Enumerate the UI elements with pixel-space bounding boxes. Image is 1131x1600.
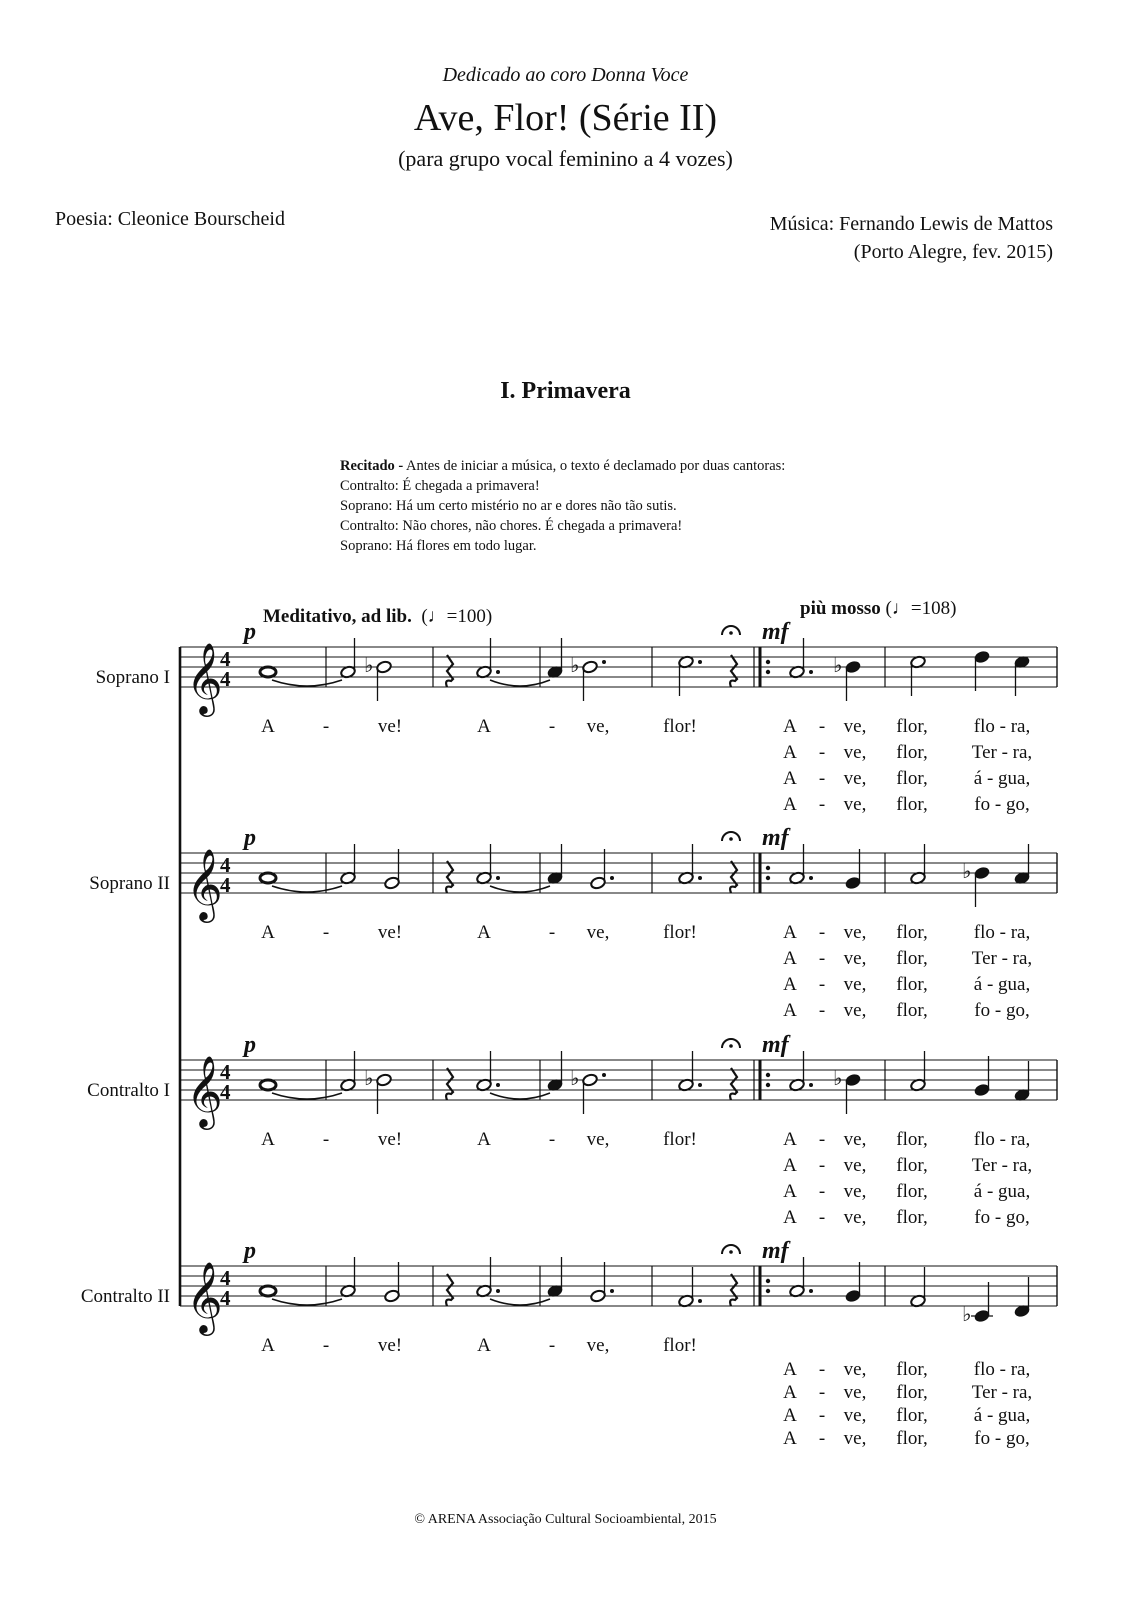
half-note xyxy=(582,1073,598,1087)
lyric-syllable: ve! xyxy=(377,1335,403,1356)
whole-note xyxy=(260,873,276,883)
repeat-dot xyxy=(766,876,770,880)
lyric-verse-syllable: flor, xyxy=(896,794,928,815)
lyric-verse-syllable: ve, xyxy=(843,1359,867,1380)
tie xyxy=(272,680,342,686)
lyric-verse-syllable: Ter - ra, xyxy=(971,742,1033,763)
lyric-verse-syllable: ve, xyxy=(843,1129,867,1150)
lyric-verse-syllable: á - gua, xyxy=(973,974,1031,995)
composer-name: Música: Fernando Lewis de Mattos xyxy=(769,213,1053,235)
treble-clef-icon: 𝄞 xyxy=(186,851,223,919)
lyric-verse-syllable: ve, xyxy=(843,974,867,995)
augmentation-dot xyxy=(496,670,500,674)
lyric-syllable: ve, xyxy=(586,716,610,737)
time-signature-bottom: 4 xyxy=(220,667,231,691)
flat-sign-icon: ♭ xyxy=(962,1304,972,1326)
flat-sign-icon: ♭ xyxy=(570,1068,580,1090)
time-signature-top: 4 xyxy=(220,647,231,671)
augmentation-dot xyxy=(496,1083,500,1087)
lyric-verse-syllable: ve, xyxy=(843,716,867,737)
recitado-line: Soprano: Há um certo mistério no ar e dores não tão sutis. xyxy=(340,498,677,514)
poet-credit: Poesia: Cleonice Bourscheid xyxy=(55,208,285,230)
quarter-note xyxy=(845,876,861,890)
score-title: Ave, Flor! (Série II) xyxy=(413,97,718,139)
lyric-verse-syllable: flor, xyxy=(896,1129,928,1150)
lyric-verse-syllable: - xyxy=(818,922,826,943)
flat-sign-icon: ♭ xyxy=(570,655,580,677)
repeat-dot xyxy=(766,1073,770,1077)
dynamic-marking-p: p xyxy=(244,1238,256,1264)
staff-label-soprano-2: Soprano II xyxy=(89,873,170,894)
augmentation-dot xyxy=(610,876,614,880)
lyric-verse-syllable: - xyxy=(818,1207,826,1228)
lyric-syllable: ve, xyxy=(586,922,610,943)
repeat-dot xyxy=(766,1279,770,1283)
lyric-syllable: A xyxy=(261,922,275,943)
lyric-syllable: A xyxy=(477,922,491,943)
dynamic-marking-mf: mf xyxy=(762,825,789,851)
repeat-dot xyxy=(766,660,770,664)
quarter-note xyxy=(974,650,990,664)
copyright: © ARENA Associação Cultural Socioambiental, 2015 xyxy=(414,1512,717,1527)
augmentation-dot xyxy=(809,1083,813,1087)
lyric-syllable: A xyxy=(477,1129,491,1150)
half-note xyxy=(384,876,400,890)
time-signature-bottom: 4 xyxy=(220,873,231,897)
augmentation-dot xyxy=(698,1299,702,1303)
tie xyxy=(272,886,342,892)
lyric-verse-syllable: flor, xyxy=(896,948,928,969)
lyric-syllable: - xyxy=(548,1129,556,1150)
lyric-verse-syllable: flo - ra, xyxy=(973,922,1031,943)
lyric-verse-syllable: A xyxy=(783,768,797,789)
time-signature-top: 4 xyxy=(220,1060,231,1084)
lyric-verse-syllable: - xyxy=(818,974,826,995)
lyric-syllable: flor! xyxy=(663,1335,697,1356)
flat-sign-icon: ♭ xyxy=(833,655,843,677)
whole-note xyxy=(260,1286,276,1296)
lyric-verse-syllable: A xyxy=(783,974,797,995)
lyric-syllable: - xyxy=(322,1335,330,1356)
augmentation-dot xyxy=(698,1083,702,1087)
fermata-dot xyxy=(729,1250,733,1254)
flat-sign-icon: ♭ xyxy=(364,655,374,677)
dynamic-marking-mf: mf xyxy=(762,1238,789,1264)
lyric-syllable: - xyxy=(322,922,330,943)
lyric-syllable: A xyxy=(477,1335,491,1356)
lyric-syllable: ve, xyxy=(586,1335,610,1356)
lyric-verse-syllable: ve, xyxy=(843,1000,867,1021)
lyric-syllable: A xyxy=(261,1335,275,1356)
lyric-syllable: ve, xyxy=(586,1129,610,1150)
lyric-verse-syllable: - xyxy=(818,948,826,969)
tempo-text: Meditativo, ad lib. xyxy=(263,606,412,627)
lyric-verse-syllable: A xyxy=(783,742,797,763)
tie xyxy=(490,886,550,892)
tie xyxy=(272,1093,342,1099)
lyric-syllable: ve! xyxy=(377,716,403,737)
lyric-verse-syllable: ve, xyxy=(843,1155,867,1176)
repeat-dot xyxy=(766,670,770,674)
lyric-verse-syllable: - xyxy=(818,794,826,815)
quarter-rest-icon xyxy=(446,1068,453,1100)
lyric-syllable: A xyxy=(477,716,491,737)
half-note xyxy=(590,876,606,890)
augmentation-dot xyxy=(809,876,813,880)
lyric-verse-syllable: A xyxy=(783,1382,797,1403)
lyric-verse-syllable: - xyxy=(818,742,826,763)
score-subtitle: (para grupo vocal feminino a 4 vozes) xyxy=(398,146,733,171)
quarter-note xyxy=(845,1073,861,1087)
half-note xyxy=(376,1073,392,1087)
lyric-verse-syllable: flor, xyxy=(896,716,928,737)
flat-sign-icon: ♭ xyxy=(833,1068,843,1090)
lyric-syllable: - xyxy=(548,1335,556,1356)
lyric-verse-syllable: ve, xyxy=(843,794,867,815)
lyric-verse-syllable: flor, xyxy=(896,974,928,995)
staff-label-contralto-1: Contralto I xyxy=(87,1080,170,1101)
tie xyxy=(490,1093,550,1099)
lyric-syllable: - xyxy=(322,716,330,737)
quarter-rest-icon xyxy=(730,655,737,687)
lyric-verse-syllable: A xyxy=(783,1405,797,1426)
dynamic-marking-p: p xyxy=(244,1032,256,1058)
quarter-note xyxy=(974,866,990,880)
lyric-verse-syllable: fo - go, xyxy=(974,794,1030,815)
tie xyxy=(490,1299,550,1305)
lyric-verse-syllable: - xyxy=(818,1181,826,1202)
quarter-note xyxy=(974,1083,990,1097)
lyric-verse-syllable: flor, xyxy=(896,742,928,763)
treble-clef-icon: 𝄞 xyxy=(186,645,223,713)
lyric-verse-syllable: á - gua, xyxy=(973,768,1031,789)
flat-sign-icon: ♭ xyxy=(962,861,972,883)
lyric-verse-syllable: A xyxy=(783,1207,797,1228)
lyric-verse-syllable: - xyxy=(818,1129,826,1150)
dynamic-marking-mf: mf xyxy=(762,619,789,645)
lyric-syllable: ve! xyxy=(377,1129,403,1150)
fermata-dot xyxy=(729,837,733,841)
lyric-verse-syllable: A xyxy=(783,1428,797,1449)
quarter-rest-icon xyxy=(730,1068,737,1100)
lyric-verse-syllable: ve, xyxy=(843,1428,867,1449)
quarter-rest-icon xyxy=(446,1274,453,1306)
lyric-verse-syllable: flo - ra, xyxy=(973,1359,1031,1380)
treble-clef-icon: 𝄞 xyxy=(186,1058,223,1126)
lyric-verse-syllable: A xyxy=(783,1359,797,1380)
time-signature-bottom: 4 xyxy=(220,1286,231,1310)
half-note xyxy=(384,1289,400,1303)
lyric-verse-syllable: A xyxy=(783,794,797,815)
lyric-verse-syllable: ve, xyxy=(843,1181,867,1202)
recitado-line: Contralto: É chegada a primavera! xyxy=(340,478,540,494)
lyric-verse-syllable: flor, xyxy=(896,1207,928,1228)
lyric-verse-syllable: flor, xyxy=(896,1181,928,1202)
augmentation-dot xyxy=(698,660,702,664)
repeat-dot xyxy=(766,866,770,870)
lyric-syllable: - xyxy=(548,922,556,943)
lyric-verse-syllable: A xyxy=(783,1155,797,1176)
recitado-line: Soprano: Há flores em todo lugar. xyxy=(340,538,537,554)
lyric-syllable: - xyxy=(322,1129,330,1150)
whole-note xyxy=(260,667,276,677)
quarter-rest-icon xyxy=(446,861,453,893)
lyric-verse-syllable: ve, xyxy=(843,1207,867,1228)
tempo-text: più mosso xyxy=(800,598,881,619)
lyric-verse-syllable: A xyxy=(783,948,797,969)
fermata-dot xyxy=(729,1044,733,1048)
lyric-verse-syllable: flor, xyxy=(896,1428,928,1449)
quarter-rest-icon xyxy=(730,1274,737,1306)
augmentation-dot xyxy=(610,1289,614,1293)
quarter-rest-icon xyxy=(446,655,453,687)
repeat-dot xyxy=(766,1289,770,1293)
augmentation-dot xyxy=(602,1073,606,1077)
augmentation-dot xyxy=(496,1289,500,1293)
quarter-note xyxy=(845,660,861,674)
composer-note: (Porto Alegre, fev. 2015) xyxy=(853,241,1053,263)
lyric-verse-syllable: A xyxy=(783,1000,797,1021)
time-signature-bottom: 4 xyxy=(220,1080,231,1104)
dedication: Dedicado ao coro Donna Voce xyxy=(442,64,689,86)
lyric-verse-syllable: flor, xyxy=(896,1359,928,1380)
lyric-verse-syllable: ve, xyxy=(843,922,867,943)
tie xyxy=(272,1299,342,1305)
lyric-verse-syllable: flo - ra, xyxy=(973,716,1031,737)
lyric-verse-syllable: ve, xyxy=(843,1382,867,1403)
augmentation-dot xyxy=(809,670,813,674)
recitado-intro: Antes de iniciar a música, o texto é declamado por duas cantoras: xyxy=(406,458,786,474)
augmentation-dot xyxy=(496,876,500,880)
lyric-verse-syllable: - xyxy=(818,716,826,737)
fermata-dot xyxy=(729,631,733,635)
quarter-rest-icon xyxy=(730,861,737,893)
quarter-note xyxy=(845,1289,861,1303)
lyric-syllable: A xyxy=(261,716,275,737)
quarter-note xyxy=(974,1309,990,1323)
movement-title: I. Primavera xyxy=(500,378,631,404)
flat-sign-icon: ♭ xyxy=(364,1068,374,1090)
dynamic-marking-p: p xyxy=(244,825,256,851)
lyric-verse-syllable: flor, xyxy=(896,922,928,943)
lyric-verse-syllable: - xyxy=(818,1405,826,1426)
staff-label-contralto-2: Contralto II xyxy=(80,1286,170,1307)
lyric-verse-syllable: flor, xyxy=(896,1000,928,1021)
lyric-verse-syllable: fo - go, xyxy=(974,1428,1030,1449)
lyric-verse-syllable: A xyxy=(783,922,797,943)
lyric-verse-syllable: - xyxy=(818,768,826,789)
metronome-mark: (♩=108) xyxy=(885,598,957,619)
augmentation-dot xyxy=(809,1289,813,1293)
lyric-verse-syllable: ve, xyxy=(843,768,867,789)
lyric-verse-syllable: - xyxy=(818,1359,826,1380)
lyric-verse-syllable: á - gua, xyxy=(973,1405,1031,1426)
dynamic-marking-mf: mf xyxy=(762,1032,789,1058)
recitado-label: Recitado - xyxy=(340,458,404,474)
lyric-verse-syllable: ve, xyxy=(843,948,867,969)
lyric-verse-syllable: fo - go, xyxy=(974,1000,1030,1021)
lyric-verse-syllable: flo - ra, xyxy=(973,1129,1031,1150)
lyric-verse-syllable: flor, xyxy=(896,1155,928,1176)
lyric-syllable: ve! xyxy=(377,922,403,943)
staff-label-soprano-1: Soprano I xyxy=(95,667,170,688)
lyric-verse-syllable: ve, xyxy=(843,742,867,763)
repeat-dot xyxy=(766,1083,770,1087)
half-note xyxy=(376,660,392,674)
lyric-verse-syllable: - xyxy=(818,1382,826,1403)
treble-clef-icon: 𝄞 xyxy=(186,1264,223,1332)
dynamic-marking-p: p xyxy=(244,619,256,645)
lyric-verse-syllable: flor, xyxy=(896,1405,928,1426)
tie xyxy=(490,680,550,686)
lyric-verse-syllable: A xyxy=(783,1129,797,1150)
time-signature-top: 4 xyxy=(220,1266,231,1290)
lyric-verse-syllable: A xyxy=(783,716,797,737)
lyric-verse-syllable: - xyxy=(818,1155,826,1176)
lyric-verse-syllable: - xyxy=(818,1000,826,1021)
half-note xyxy=(590,1289,606,1303)
lyric-verse-syllable: A xyxy=(783,1181,797,1202)
lyric-verse-syllable: Ter - ra, xyxy=(971,1155,1033,1176)
lyric-syllable: flor! xyxy=(663,1129,697,1150)
time-signature-top: 4 xyxy=(220,853,231,877)
lyric-verse-syllable: á - gua, xyxy=(973,1181,1031,1202)
lyric-syllable: flor! xyxy=(663,922,697,943)
lyric-verse-syllable: flor, xyxy=(896,1382,928,1403)
lyric-verse-syllable: - xyxy=(818,1428,826,1449)
lyric-verse-syllable: flor, xyxy=(896,768,928,789)
lyric-verse-syllable: Ter - ra, xyxy=(971,1382,1033,1403)
lyric-verse-syllable: ve, xyxy=(843,1405,867,1426)
half-note xyxy=(582,660,598,674)
lyric-verse-syllable: fo - go, xyxy=(974,1207,1030,1228)
metronome-mark: (♩=100) xyxy=(421,606,493,627)
augmentation-dot xyxy=(602,660,606,664)
whole-note xyxy=(260,1080,276,1090)
lyric-syllable: A xyxy=(261,1129,275,1150)
lyric-verse-syllable: Ter - ra, xyxy=(971,948,1033,969)
lyric-syllable: flor! xyxy=(663,716,697,737)
augmentation-dot xyxy=(698,876,702,880)
recitado-line: Contralto: Não chores, não chores. É chegada a primavera! xyxy=(340,518,683,534)
lyric-syllable: - xyxy=(548,716,556,737)
